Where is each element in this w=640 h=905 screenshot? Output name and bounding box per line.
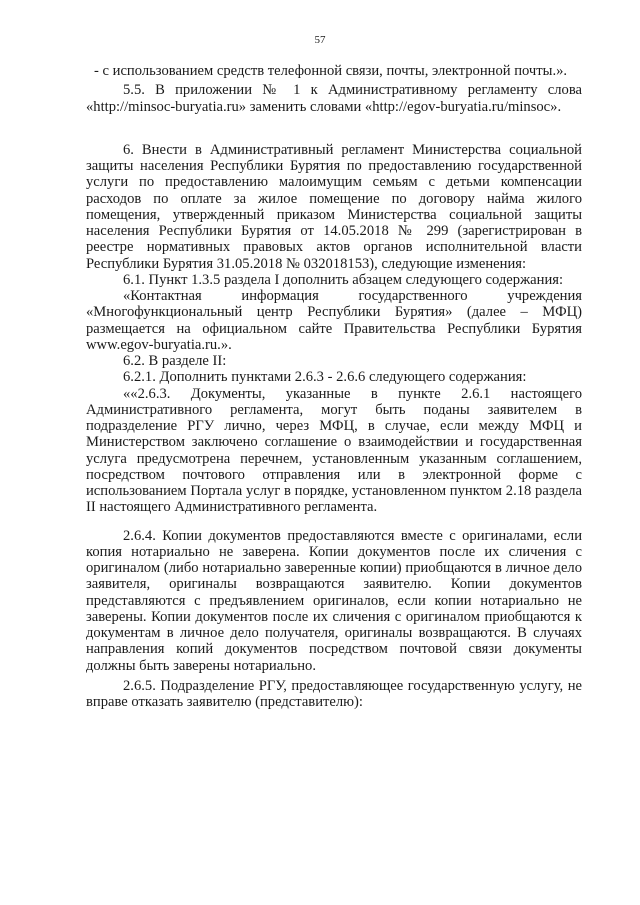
paragraph-2: 5.5. В приложении № 1 к Административному регламенту слова «http://minsoc-buryatia.ru» заменить словами «http://egov-buryatia.ru/minsoc». <box>86 82 582 115</box>
paragraph-7: 6.2.1. Дополнить пунктами 2.6.3 - 2.6.6 следующего содержания: <box>123 369 527 386</box>
paragraph-4: 6.1. Пункт 1.3.5 раздела I дополнить абзацем следующего содержания: <box>123 271 564 288</box>
paragraph-8: ««2.6.3. Документы, указанные в пункте 2.6.1 настоящего Административного регламента, могут быть поданы заявителем в подразделение РГУ лично, через МФЦ, в случае, если между МФЦ и Министерством заключено соглашение о взаимодействии и государственная услуга предусмотрена перечнем, установленным указанным соглашением, посредством почтового отправления или в электронной форме с использованием Портала услуг в порядке, установленном пунктом 2.18 раздела II настоящего Административного регламента. <box>86 385 582 516</box>
paragraph-1: - с использованием средств телефонной связи, почты, электронной почты.». <box>94 63 568 79</box>
paragraph-9: 2.6.4. Копии документов предоставляются вместе с оригиналами, если копия нотариально не заверена. Копии документов после их сличения с оригиналом (либо нотариально заверенные копии) приобщаются в личное дело заявителя, оригиналы возвращаются заявителю. Копии документов представляются с предъявлением оригиналов, если копии нотариально не заверены. Копии документов после их сличения с оригиналом приобщаются к документам в личное дело получателя, оригиналы возвращаются. В случаях направления копий документов посредством почтовой связи документы должны быть заверены нотариально. <box>86 527 582 674</box>
paragraph-5: «Контактная информация государственного учреждения «Многофункциональный центр Республики Бурятия» (далее – МФЦ) размещается на официальном сайте Правительства Республики Бурятия www.egov-buryatia.ru.». <box>86 288 582 353</box>
paragraph-3: 6. Внести в Административный регламент Министерства социальной защиты населения Республики Бурятия по предоставлению государственной услуги по предоставлению малоимущим семьям с детьми компенсации расходов по оплате за жилое помещение по договору найма жилого помещения, утвержденный приказом Министерства социальной защиты населения Республики Бурятия от 14.05.2018 № 299 (зарегистрирован в реестре нормативных правовых актов органов исполнительной власти Республики Бурятия 31.05.2018 № 032018153), следующие изменения: <box>86 141 582 272</box>
paragraph-10: 2.6.5. Подразделение РГУ, предоставляющее государственную услугу, не вправе отказать заявителю (представителю): <box>86 677 582 710</box>
paragraph-6: 6.2. В разделе II: <box>123 353 227 369</box>
document-body <box>86 63 582 710</box>
page-number: 57 <box>314 34 326 46</box>
